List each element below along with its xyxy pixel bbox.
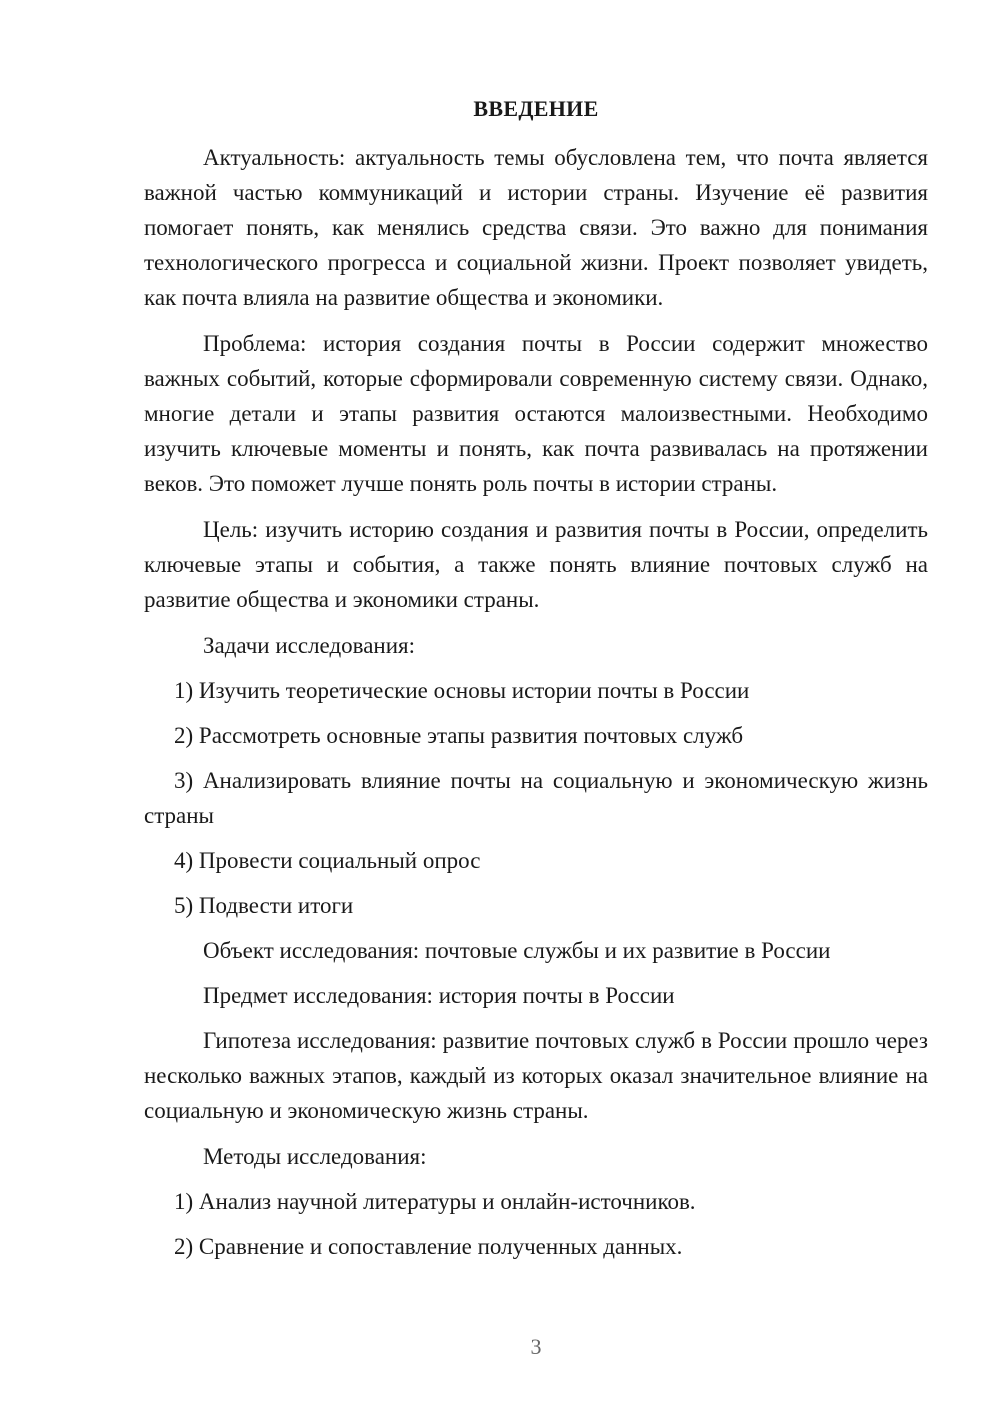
task-item: 2) Рассмотреть основные этапы развития почтовых служб xyxy=(174,723,744,748)
research-subject: Предмет исследования: история почты в России xyxy=(203,983,675,1008)
methods-heading: Методы исследования: xyxy=(203,1144,427,1169)
task-item: 5) Подвести итоги xyxy=(174,893,354,918)
page-number: 3 xyxy=(530,1334,542,1359)
tasks-heading: Задачи исследования: xyxy=(203,633,416,658)
research-object: Объект исследования: почтовые службы и их развитие в России xyxy=(203,938,831,963)
section-title: ВВЕДЕНИЕ xyxy=(473,96,599,121)
document-body xyxy=(144,140,928,1274)
problem-paragraph: Проблема: история создания почты в России содержит множество важных событий, которые сформировали современную систему связи. Однако, многие детали и этапы развития остаются малоизвестными. Необходимо изучить ключевые моменты и понять, как почта развивалась на протяжении веков. Это поможет лучше понять роль почты в истории страны. xyxy=(144,331,928,496)
task-item: 1) Изучить теоретические основы истории почты в России xyxy=(174,678,750,703)
task-item: 4) Провести социальный опрос xyxy=(174,848,481,873)
task-item: 3) Анализировать влияние почты на социальную и экономическую жизнь страны xyxy=(144,768,928,828)
relevance-paragraph: Актуальность: актуальность темы обусловлена тем, что почта является важной частью коммуникаций и истории страны. Изучение её развития помогает понять, как менялись средства связи. Это важно для понимания технологического прогресса и социальной жизни. Проект позволяет увидеть, как почта влияла на развитие общества и экономики. xyxy=(144,145,928,310)
method-item: 2) Сравнение и сопоставление полученных данных. xyxy=(174,1234,683,1259)
hypothesis-paragraph: Гипотеза исследования: развитие почтовых служб в России прошло через несколько важных этапов, каждый из которых оказал значительное влияние на социальную и экономическую жизнь страны. xyxy=(144,1028,928,1123)
method-item: 1) Анализ научной литературы и онлайн-источников. xyxy=(174,1189,696,1214)
goal-paragraph: Цель: изучить историю создания и развития почты в России, определить ключевые этапы и события, а также понять влияние почтовых служб на развитие общества и экономики страны. xyxy=(144,517,928,612)
